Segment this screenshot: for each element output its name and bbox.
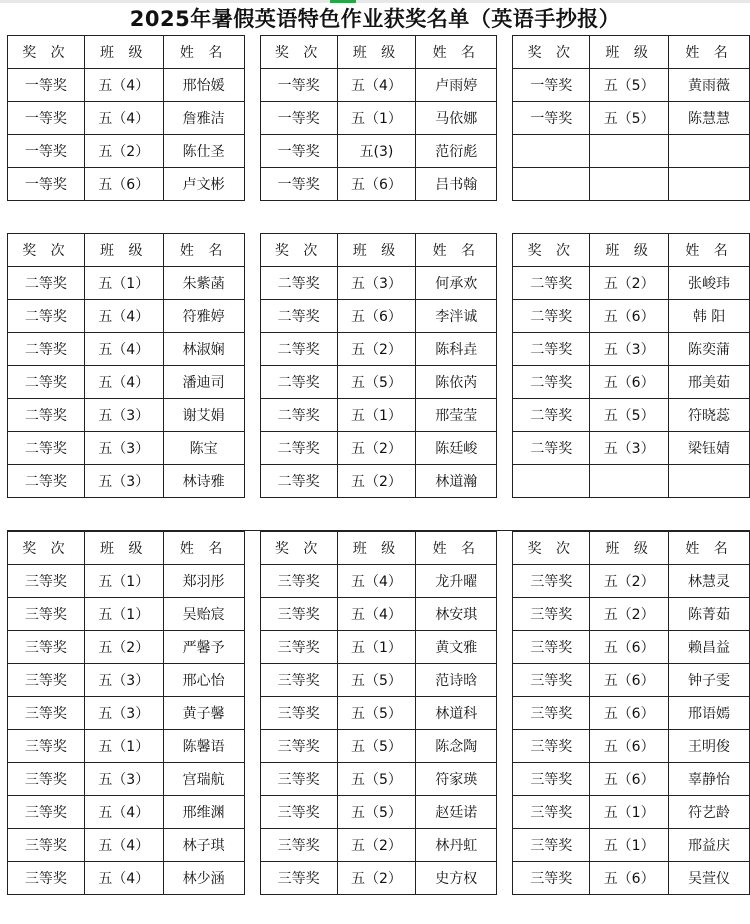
name-cell: 邢语嫣 — [669, 697, 750, 730]
class-cell: 五（1） — [84, 565, 163, 598]
name-cell: 邢心怡 — [163, 664, 244, 697]
class-cell: 五（4） — [84, 366, 163, 399]
name-cell: 卢文彬 — [163, 168, 244, 201]
table-row — [8, 69, 750, 102]
name-cell — [669, 465, 750, 498]
column-gap — [244, 168, 260, 201]
name-cell: 朱紫菡 — [163, 267, 244, 300]
column-gap — [244, 664, 260, 697]
class-cell: 五（5） — [590, 399, 669, 432]
name-cell: 陈依芮 — [416, 366, 497, 399]
name-cell: 邢维渊 — [163, 796, 244, 829]
name-cell: 陈馨语 — [163, 730, 244, 763]
header-class: 班 级 — [337, 234, 416, 267]
column-gap — [497, 829, 513, 862]
header-class: 班 级 — [337, 532, 416, 565]
award-cell: 三等奖 — [8, 829, 85, 862]
header-name: 姓 名 — [163, 532, 244, 565]
award-cell: 一等奖 — [260, 135, 337, 168]
award-cell: 三等奖 — [260, 763, 337, 796]
class-cell — [590, 135, 669, 168]
award-cell: 三等奖 — [513, 565, 590, 598]
award-cell: 三等奖 — [8, 631, 85, 664]
column-gap — [244, 829, 260, 862]
name-cell: 潘迪司 — [163, 366, 244, 399]
name-cell: 辜静怡 — [669, 763, 750, 796]
class-cell: 五（1） — [590, 829, 669, 862]
class-cell: 五（1） — [84, 598, 163, 631]
name-cell: 宫瑞航 — [163, 763, 244, 796]
name-cell: 黄雨薇 — [669, 69, 750, 102]
award-cell: 二等奖 — [513, 333, 590, 366]
column-gap — [497, 102, 513, 135]
award-cell: 一等奖 — [8, 69, 85, 102]
award-cell: 三等奖 — [513, 598, 590, 631]
class-cell: 五（2） — [337, 432, 416, 465]
table-header-row — [8, 234, 750, 267]
column-gap — [244, 135, 260, 168]
award-cell: 三等奖 — [8, 796, 85, 829]
column-gap — [497, 399, 513, 432]
column-gap — [244, 300, 260, 333]
header-name: 姓 名 — [416, 234, 497, 267]
column-gap — [244, 465, 260, 498]
award-cell: 三等奖 — [8, 565, 85, 598]
table-row — [8, 598, 750, 631]
class-cell: 五（1） — [337, 399, 416, 432]
name-cell: 林道科 — [416, 697, 497, 730]
page-title: 2025年暑假英语特色作业获奖名单（英语手抄报） — [129, 7, 621, 31]
class-cell: 五（4） — [84, 102, 163, 135]
column-gap — [244, 598, 260, 631]
class-cell — [590, 465, 669, 498]
column-gap — [497, 697, 513, 730]
award-cell: 二等奖 — [260, 267, 337, 300]
class-cell: 五（2） — [590, 267, 669, 300]
table-row — [8, 796, 750, 829]
award-cell: 三等奖 — [513, 730, 590, 763]
class-cell: 五（4） — [84, 333, 163, 366]
header-award: 奖 次 — [513, 234, 590, 267]
header-class: 班 级 — [84, 36, 163, 69]
name-cell: 赖昌益 — [669, 631, 750, 664]
award-cell: 二等奖 — [260, 333, 337, 366]
table-row — [8, 333, 750, 366]
class-cell: 五（6） — [590, 366, 669, 399]
header-name: 姓 名 — [669, 532, 750, 565]
column-gap — [497, 565, 513, 598]
name-cell: 黄文雅 — [416, 631, 497, 664]
name-cell: 马依娜 — [416, 102, 497, 135]
class-cell: 五（3） — [84, 664, 163, 697]
class-cell: 五（5） — [337, 366, 416, 399]
name-cell: 吕书翰 — [416, 168, 497, 201]
header-award: 奖 次 — [260, 234, 337, 267]
class-cell: 五（3） — [84, 432, 163, 465]
name-cell: 严馨予 — [163, 631, 244, 664]
award-cell: 三等奖 — [260, 862, 337, 895]
header-award: 奖 次 — [513, 532, 590, 565]
header-class: 班 级 — [84, 532, 163, 565]
name-cell: 陈菁茹 — [669, 598, 750, 631]
name-cell: 张峻玮 — [669, 267, 750, 300]
class-cell: 五（1） — [84, 267, 163, 300]
column-gap — [244, 366, 260, 399]
name-cell: 符艺龄 — [669, 796, 750, 829]
class-cell — [590, 168, 669, 201]
column-gap — [244, 267, 260, 300]
award-cell: 二等奖 — [260, 399, 337, 432]
class-cell: 五（5） — [337, 697, 416, 730]
class-cell: 五（3） — [84, 399, 163, 432]
award-cell: 三等奖 — [260, 829, 337, 862]
award-cell — [513, 168, 590, 201]
column-gap — [497, 465, 513, 498]
award-cell: 三等奖 — [260, 631, 337, 664]
class-cell: 五（2） — [337, 829, 416, 862]
class-cell: 五（3） — [590, 333, 669, 366]
award-cell: 三等奖 — [513, 631, 590, 664]
class-cell: 五（5） — [337, 763, 416, 796]
class-cell: 五（5） — [337, 730, 416, 763]
class-cell: 五（6） — [590, 664, 669, 697]
table-header-row — [8, 532, 750, 565]
name-cell: 范诗晗 — [416, 664, 497, 697]
name-cell: 陈念陶 — [416, 730, 497, 763]
name-cell: 符晓蕊 — [669, 399, 750, 432]
column-gap — [497, 267, 513, 300]
name-cell: 郑羽彤 — [163, 565, 244, 598]
class-cell: 五（3） — [84, 697, 163, 730]
award-cell: 三等奖 — [8, 598, 85, 631]
class-cell: 五（5） — [590, 69, 669, 102]
award-cell: 三等奖 — [513, 664, 590, 697]
award-cell: 二等奖 — [260, 432, 337, 465]
award-cell: 三等奖 — [260, 598, 337, 631]
column-gap — [244, 532, 260, 565]
column-gap — [497, 631, 513, 664]
column-gap — [497, 598, 513, 631]
award-cell: 三等奖 — [260, 565, 337, 598]
award-cell: 一等奖 — [513, 69, 590, 102]
name-cell: 黄子馨 — [163, 697, 244, 730]
class-cell: 五（1） — [337, 631, 416, 664]
column-gap — [497, 69, 513, 102]
name-cell: 陈科垚 — [416, 333, 497, 366]
award-table — [7, 531, 750, 895]
header-class: 班 级 — [590, 36, 669, 69]
award-cell: 三等奖 — [513, 697, 590, 730]
award-cell: 二等奖 — [8, 432, 85, 465]
column-gap — [497, 366, 513, 399]
class-cell: 五（4） — [337, 69, 416, 102]
header-class: 班 级 — [84, 234, 163, 267]
column-gap — [244, 69, 260, 102]
header-name: 姓 名 — [416, 36, 497, 69]
column-gap — [497, 664, 513, 697]
class-cell: 五（1） — [337, 102, 416, 135]
name-cell: 邢怡媛 — [163, 69, 244, 102]
column-gap — [497, 532, 513, 565]
class-cell: 五（3） — [590, 432, 669, 465]
award-cell: 一等奖 — [8, 168, 85, 201]
class-cell: 五（2） — [337, 465, 416, 498]
table-row — [8, 135, 750, 168]
table-row — [8, 432, 750, 465]
award-cell: 三等奖 — [8, 664, 85, 697]
award-cell: 三等奖 — [8, 763, 85, 796]
class-cell: 五（3） — [337, 267, 416, 300]
name-cell: 林子琪 — [163, 829, 244, 862]
award-cell: 三等奖 — [260, 664, 337, 697]
name-cell: 史方权 — [416, 862, 497, 895]
award-cell: 二等奖 — [8, 465, 85, 498]
name-cell: 范衍彪 — [416, 135, 497, 168]
column-gap — [497, 730, 513, 763]
name-cell: 龙升曜 — [416, 565, 497, 598]
name-cell: 邢美茹 — [669, 366, 750, 399]
column-gap — [244, 862, 260, 895]
table-row — [8, 631, 750, 664]
column-gap — [244, 399, 260, 432]
class-cell: 五（6） — [337, 168, 416, 201]
top-edge-bar — [0, 0, 750, 3]
header-award: 奖 次 — [8, 234, 85, 267]
name-cell: 陈宝 — [163, 432, 244, 465]
class-cell: 五（2） — [337, 862, 416, 895]
name-cell: 赵廷诺 — [416, 796, 497, 829]
name-cell: 邢益庆 — [669, 829, 750, 862]
award-cell — [513, 135, 590, 168]
column-gap — [244, 234, 260, 267]
class-cell: 五（4） — [84, 69, 163, 102]
top-accent-mark — [330, 0, 356, 3]
class-cell: 五（4） — [84, 300, 163, 333]
class-cell: 五（3） — [84, 763, 163, 796]
award-cell: 三等奖 — [513, 763, 590, 796]
award-cell: 二等奖 — [260, 300, 337, 333]
header-award: 奖 次 — [8, 36, 85, 69]
name-cell: 韩 阳 — [669, 300, 750, 333]
class-cell: 五(3) — [337, 135, 416, 168]
class-cell: 五（6） — [590, 763, 669, 796]
class-cell: 五（4） — [337, 598, 416, 631]
name-cell: 何承欢 — [416, 267, 497, 300]
award-table — [7, 35, 750, 201]
class-cell: 五（4） — [84, 862, 163, 895]
column-gap — [244, 333, 260, 366]
award-cell: 三等奖 — [513, 796, 590, 829]
name-cell: 林诗雅 — [163, 465, 244, 498]
class-cell: 五（3） — [84, 465, 163, 498]
award-cell: 二等奖 — [513, 432, 590, 465]
table-row — [8, 300, 750, 333]
class-cell: 五（4） — [84, 796, 163, 829]
table-row — [8, 829, 750, 862]
table-row — [8, 862, 750, 895]
class-cell: 五（5） — [337, 664, 416, 697]
column-gap — [497, 862, 513, 895]
class-cell: 五（1） — [590, 796, 669, 829]
name-cell: 林安琪 — [416, 598, 497, 631]
award-cell: 一等奖 — [260, 168, 337, 201]
award-cell: 三等奖 — [260, 730, 337, 763]
column-gap — [244, 796, 260, 829]
award-cell: 二等奖 — [8, 399, 85, 432]
table-row — [8, 730, 750, 763]
class-cell: 五（6） — [590, 697, 669, 730]
table-row — [8, 399, 750, 432]
name-cell: 邢莹莹 — [416, 399, 497, 432]
table-row — [8, 697, 750, 730]
class-cell: 五（6） — [590, 730, 669, 763]
class-cell: 五（5） — [590, 102, 669, 135]
name-cell: 符家瑛 — [416, 763, 497, 796]
class-cell: 五（6） — [590, 300, 669, 333]
column-gap — [497, 763, 513, 796]
award-cell: 二等奖 — [8, 267, 85, 300]
second-prize-section — [7, 233, 750, 498]
name-cell — [669, 135, 750, 168]
column-gap — [497, 36, 513, 69]
column-gap — [497, 796, 513, 829]
column-gap — [497, 333, 513, 366]
name-cell: 谢艾娟 — [163, 399, 244, 432]
header-class: 班 级 — [590, 532, 669, 565]
name-cell: 陈奕蒲 — [669, 333, 750, 366]
column-gap — [244, 36, 260, 69]
third-prize-section — [7, 531, 750, 895]
header-name: 姓 名 — [669, 234, 750, 267]
table-row — [8, 267, 750, 300]
name-cell: 林淑娴 — [163, 333, 244, 366]
header-award: 奖 次 — [260, 36, 337, 69]
name-cell: 吴贻宸 — [163, 598, 244, 631]
first-prize-section — [7, 35, 750, 201]
class-cell: 五（2） — [590, 565, 669, 598]
award-cell: 二等奖 — [513, 300, 590, 333]
table-row — [8, 763, 750, 796]
table-row — [8, 102, 750, 135]
column-gap — [244, 432, 260, 465]
header-award: 奖 次 — [513, 36, 590, 69]
name-cell: 林少涵 — [163, 862, 244, 895]
name-cell: 林道瀚 — [416, 465, 497, 498]
table-row — [8, 565, 750, 598]
name-cell: 陈廷峻 — [416, 432, 497, 465]
name-cell: 林丹虹 — [416, 829, 497, 862]
award-cell: 二等奖 — [8, 333, 85, 366]
award-cell: 二等奖 — [8, 300, 85, 333]
name-cell: 李泮诚 — [416, 300, 497, 333]
class-cell: 五（2） — [590, 598, 669, 631]
header-name: 姓 名 — [416, 532, 497, 565]
award-cell: 二等奖 — [513, 267, 590, 300]
column-gap — [244, 102, 260, 135]
award-cell: 一等奖 — [260, 69, 337, 102]
header-name: 姓 名 — [163, 36, 244, 69]
name-cell: 卢雨婷 — [416, 69, 497, 102]
name-cell: 王明俊 — [669, 730, 750, 763]
name-cell: 陈慧慧 — [669, 102, 750, 135]
class-cell: 五（5） — [337, 796, 416, 829]
class-cell: 五（6） — [337, 300, 416, 333]
column-gap — [244, 631, 260, 664]
award-cell: 一等奖 — [260, 102, 337, 135]
table-row — [8, 664, 750, 697]
table-row — [8, 366, 750, 399]
class-cell: 五（4） — [337, 565, 416, 598]
award-cell: 三等奖 — [260, 796, 337, 829]
award-cell: 一等奖 — [8, 102, 85, 135]
class-cell: 五（2） — [337, 333, 416, 366]
class-cell: 五（1） — [84, 730, 163, 763]
award-cell: 二等奖 — [260, 366, 337, 399]
award-cell: 二等奖 — [8, 366, 85, 399]
name-cell — [669, 168, 750, 201]
table-header-row — [8, 36, 750, 69]
award-cell: 三等奖 — [513, 862, 590, 895]
name-cell: 陈仕圣 — [163, 135, 244, 168]
award-cell: 二等奖 — [513, 399, 590, 432]
header-class: 班 级 — [337, 36, 416, 69]
class-cell: 五（2） — [84, 631, 163, 664]
header-award: 奖 次 — [260, 532, 337, 565]
column-gap — [497, 135, 513, 168]
class-cell: 五（2） — [84, 135, 163, 168]
award-cell: 三等奖 — [260, 697, 337, 730]
class-cell: 五（6） — [84, 168, 163, 201]
award-cell: 一等奖 — [513, 102, 590, 135]
name-cell: 钟子雯 — [669, 664, 750, 697]
column-gap — [497, 234, 513, 267]
column-gap — [244, 730, 260, 763]
award-cell: 二等奖 — [513, 366, 590, 399]
column-gap — [244, 565, 260, 598]
class-cell: 五（6） — [590, 631, 669, 664]
name-cell: 梁钰婧 — [669, 432, 750, 465]
column-gap — [497, 168, 513, 201]
name-cell: 林慧灵 — [669, 565, 750, 598]
name-cell: 吴萱仪 — [669, 862, 750, 895]
header-class: 班 级 — [590, 234, 669, 267]
award-cell: 三等奖 — [8, 697, 85, 730]
column-gap — [244, 763, 260, 796]
table-row — [8, 465, 750, 498]
class-cell: 五（4） — [84, 829, 163, 862]
header-name: 姓 名 — [163, 234, 244, 267]
column-gap — [244, 697, 260, 730]
award-cell: 三等奖 — [8, 730, 85, 763]
award-cell: 三等奖 — [513, 829, 590, 862]
award-table — [7, 233, 750, 498]
table-row — [8, 168, 750, 201]
header-award: 奖 次 — [8, 532, 85, 565]
award-cell: 二等奖 — [260, 465, 337, 498]
column-gap — [497, 300, 513, 333]
class-cell: 五（6） — [590, 862, 669, 895]
name-cell: 符雅婷 — [163, 300, 244, 333]
award-cell — [513, 465, 590, 498]
header-name: 姓 名 — [669, 36, 750, 69]
column-gap — [497, 432, 513, 465]
name-cell: 詹雅洁 — [163, 102, 244, 135]
award-cell: 三等奖 — [8, 862, 85, 895]
award-cell: 一等奖 — [8, 135, 85, 168]
